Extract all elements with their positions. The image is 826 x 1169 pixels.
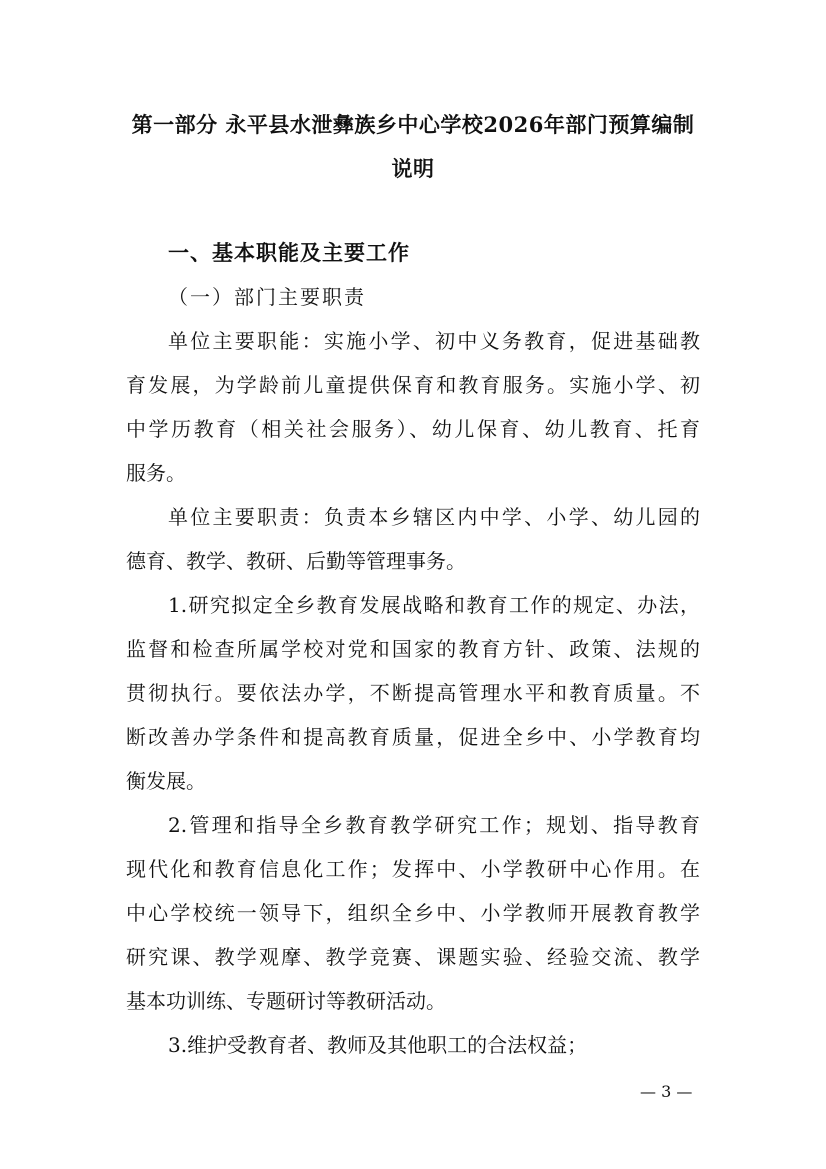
paragraph-line: 中学历教育（相关社会服务）、幼儿保育、幼儿教育、托育 [126, 417, 700, 441]
paragraph-line: 服务。 [126, 461, 186, 485]
paragraph-line: 研究课、教学观摩、教学竞赛、课题实验、经验交流、教学 [126, 945, 700, 969]
paragraph-line: 单位主要职责：负责本乡辖区内中学、小学、幼儿园的 [168, 505, 700, 529]
paragraph-line: 2.管理和指导全乡教育教学研究工作；规划、指导教育 [168, 813, 700, 837]
paragraph-line: 基本功训练、专题研讨等教研活动。 [126, 989, 446, 1013]
document-title-line-2: 说明 [391, 156, 435, 181]
paragraph-line: 单位主要职能：实施小学、初中义务教育，促进基础教 [168, 329, 700, 353]
subsection-heading: （一）部门主要职责 [168, 285, 366, 309]
paragraph-line: 监督和检查所属学校对党和国家的教育方针、政策、法规的 [126, 637, 700, 661]
paragraph-line: 中心学校统一领导下，组织全乡中、小学教师开展教育教学 [126, 901, 700, 925]
paragraph-line: 贯彻执行。要依法办学，不断提高管理水平和教育质量。不 [126, 681, 700, 705]
paragraph-line: 3.维护受教育者、教师及其他职工的合法权益； [168, 1033, 588, 1057]
section-heading: 一、基本职能及主要工作 [168, 241, 410, 265]
paragraph-line: 现代化和教育信息化工作；发挥中、小学教研中心作用。在 [126, 857, 700, 881]
paragraph-line: 育发展，为学龄前儿童提供保育和教育服务。实施小学、初 [126, 373, 700, 397]
document-title-line-1: 第一部分 永平县水泄彝族乡中心学校2026年部门预算编制 [131, 112, 695, 137]
paragraph-line: 德育、教学、教研、后勤等管理事务。 [126, 549, 466, 573]
paragraph-line: 衡发展。 [126, 769, 206, 793]
page-number: — 3 — [640, 1082, 693, 1101]
paragraph-line: 断改善办学条件和提高教育质量，促进全乡中、小学教育均 [126, 725, 700, 749]
paragraph-line: 1.研究拟定全乡教育发展战略和教育工作的规定、办法， [168, 593, 700, 617]
